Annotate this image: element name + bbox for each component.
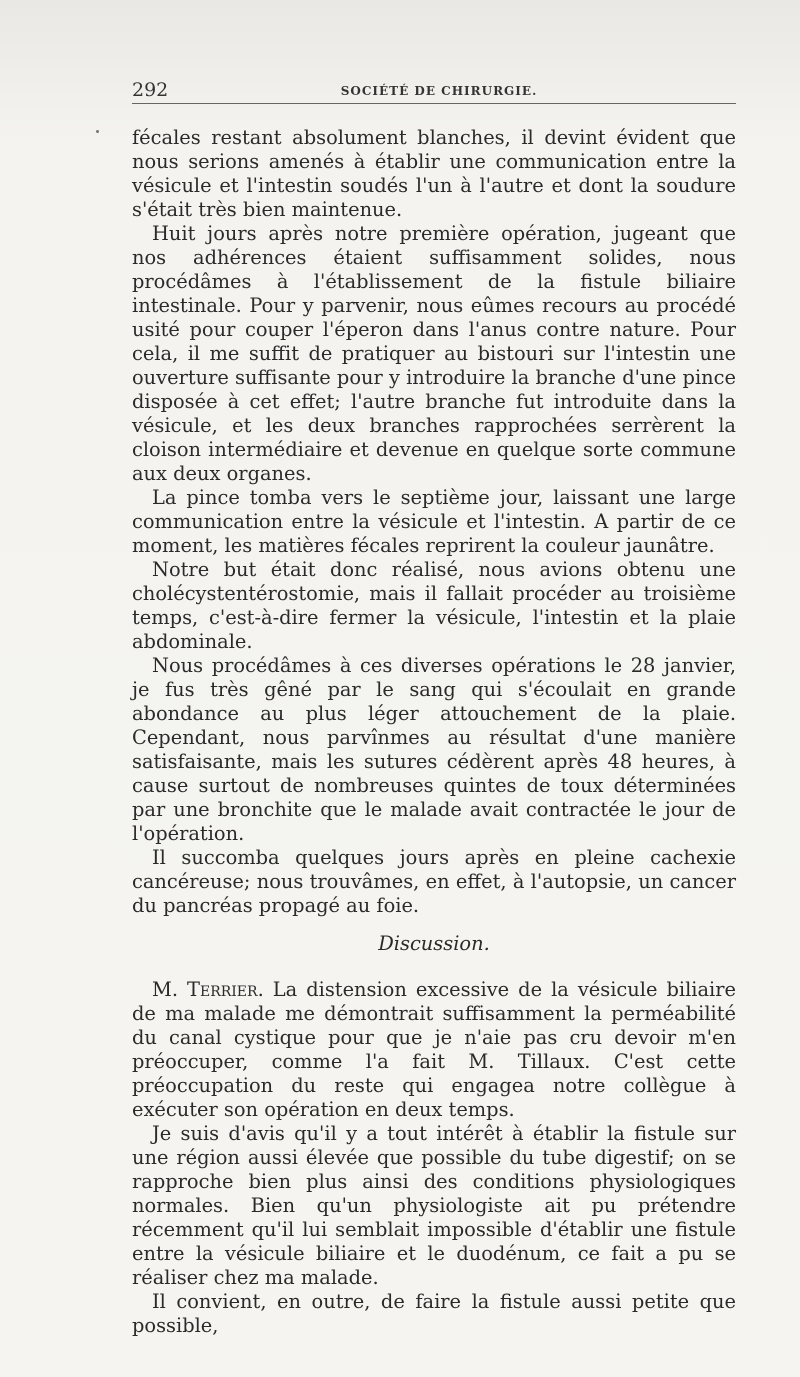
paragraph: Nous procédâmes à ces diverses opérations le 28 janvier, je fus très gêné par le sang qui s'écoulait en grande abondance au plus léger attouchement de la plaie. Cependant, nous parvînmes au résultat d'une manière satisfaisante, mais les sutures cédèrent après 48 heures, à cause surtout de nombreuses quintes de toux déterminées par une bronchite que le malade avait contractée le jour de l'opération. — [132, 654, 736, 845]
paper-speck — [96, 130, 99, 133]
body-text — [132, 126, 736, 1338]
page-header — [132, 76, 736, 104]
paragraph: Il convient, en outre, de faire la fistule aussi petite que possible, — [132, 1290, 736, 1337]
paragraph: Huit jours après notre première opération, jugeant que nos adhérences étaient suffisamment solides, nous procédâmes à l'établissement de la fistule biliaire intestinale. Pour y parvenir, nous eûmes recours au procédé usité pour couper l'éperon dans l'anus contre nature. Pour cela, il me suffit de pratiquer au bistouri sur l'intestin une ouverture suffisante pour y introduire la branche d'une pince disposée à cet effet; l'autre branche fut introduite dans la vésicule, et les deux branches rapprochées serrèrent la cloison intermédiaire et devenue en quelque sorte commune aux deux organes. — [132, 222, 736, 485]
paragraph: Notre but était donc réalisé, nous avions obtenu une cholécystentérostomie, mais il fallait procéder au troisième temps, c'est-à-dire fermer la vésicule, l'intestin et la plaie abdominale. — [132, 558, 736, 653]
paragraph — [132, 978, 736, 1122]
paragraph: Il succomba quelques jours après en pleine cachexie cancéreuse; nous trouvâmes, en effet, à l'autopsie, un cancer du pancréas propagé au foie. — [132, 846, 736, 917]
paragraph: fécales restant absolument blanches, il devint évident que nous serions amenés à établir une communication entre la vésicule et l'intestin soudés l'un à l'autre et dont la soudure s'était très bien maintenue. — [132, 126, 736, 221]
section-title: Discussion. — [378, 932, 490, 955]
header-rule — [132, 103, 736, 104]
paragraph: Je suis d'avis qu'il y a tout intérêt à établir la fistule sur une région aussi élevée que possible du tube digestif; on se rapproche bien plus ainsi des conditions physiologiques normales. Bien qu'un physiologiste ait pu prétendre récemment qu'il lui semblait impossible d'établir une fistule entre la vésicule biliaire et le duodénum, ce fait a pu se réaliser chez ma malade. — [132, 1122, 736, 1289]
speaker-name: M. Terrier. — [152, 978, 264, 1001]
paragraph: La pince tomba vers le septième jour, laissant une large communication entre la vésicule et l'intestin. A partir de ce moment, les matières fécales reprirent la couleur jaunâtre. — [132, 486, 736, 557]
page-number: 292 — [132, 79, 169, 101]
running-head: SOCIÉTÉ DE CHIRURGIE. — [340, 84, 538, 98]
paragraph-text: La distension excessive de la vésicule biliaire de ma malade me démontrait suffisamment la perméabilité du canal cystique pour que je n'aie pas cru devoir m'en préoccuper, comme l'a fait M. Tillaux. C'est cette préoccupation du reste qui engagea notre collègue à exécuter son opération en deux temps. — [132, 978, 737, 1121]
